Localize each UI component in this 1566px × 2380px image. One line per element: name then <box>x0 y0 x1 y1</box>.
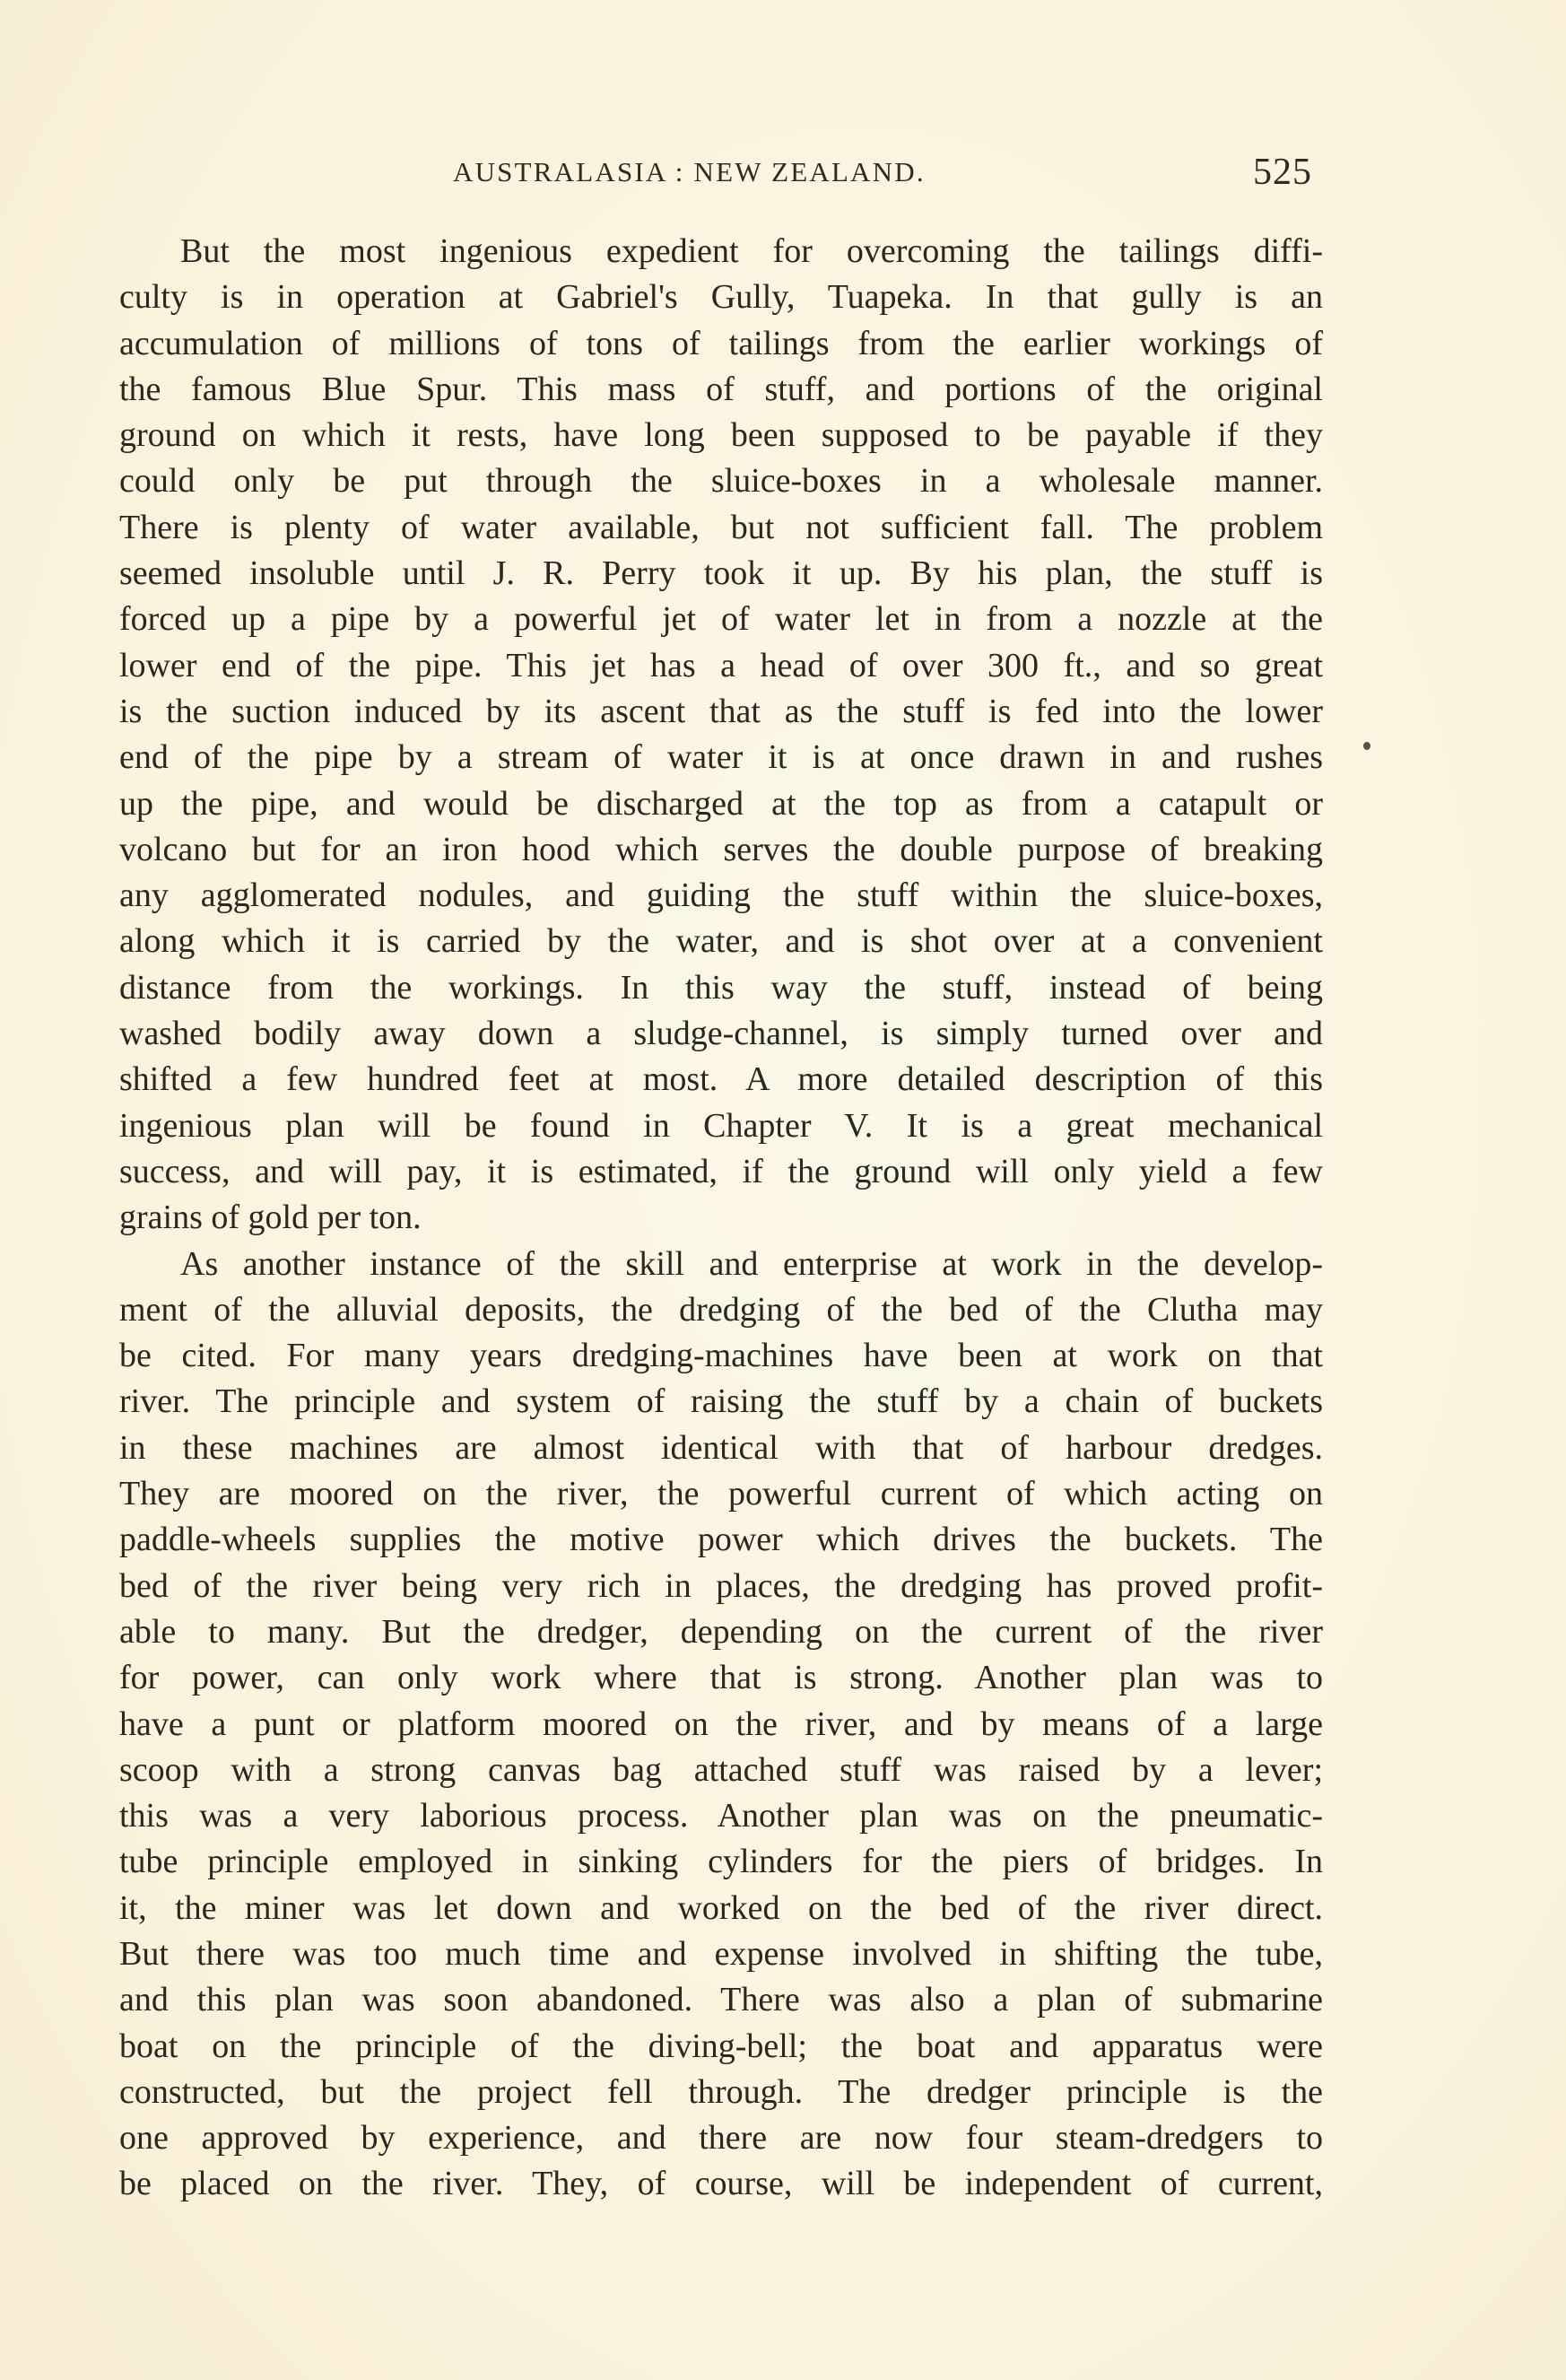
text-line: is the suction induced by its ascent that as the stuff is fed into the lower <box>119 692 1323 730</box>
text-line: paddle-wheels supplies the motive power which drives the buckets. The <box>119 1521 1323 1559</box>
text-line: along which it is carried by the water, and is shot over at a convenient <box>119 922 1323 961</box>
text-line: success, and will pay, it is estimated, if the ground will only yield a few <box>119 1152 1323 1190</box>
text-line: ground on which it rests, have long been supposed to be payable if they <box>119 416 1323 455</box>
text-line: shifted a few hundred feet at most. A more detailed description of this <box>119 1060 1323 1099</box>
text-line: any agglomerated nodules, and guiding the stuff within the sluice-boxes, <box>119 876 1323 915</box>
text-line: culty is in operation at Gabriel's Gully, Tuapeka. In that gully is an <box>119 278 1323 317</box>
text-line: forced up a pipe by a powerful jet of water let in from a nozzle at the <box>119 600 1323 639</box>
ink-speck <box>1363 742 1370 750</box>
paragraph-tailings <box>119 229 1323 1242</box>
text-line: in these machines are almost identical with that of harbour dredges. <box>119 1428 1323 1467</box>
text-line: could only be put through the sluice-boxes in a wholesale manner. <box>119 462 1323 501</box>
text-line: accumulation of millions of tons of tailings from the earlier workings of <box>119 324 1323 362</box>
text-line: be cited. For many years dredging-machines have been at work on that <box>119 1337 1323 1375</box>
text-line: river. The principle and system of raising the stuff by a chain of buckets <box>119 1382 1323 1421</box>
text-line: the famous Blue Spur. This mass of stuff, and portions of the original <box>119 370 1323 408</box>
text-line: up the pipe, and would be discharged at the top as from a catapult or <box>119 784 1323 823</box>
text-line: There is plenty of water available, but not sufficient fall. The problem <box>119 508 1323 546</box>
text-line: ingenious plan will be found in Chapter V. It is a great mechanical <box>119 1106 1323 1145</box>
text-line: But there was too much time and expense involved in shifting the tube, <box>119 1934 1323 1973</box>
text-line: end of the pipe by a stream of water it is at once drawn in and rushes <box>119 738 1323 777</box>
text-line: have a punt or platform moored on the river, and by means of a large <box>119 1704 1323 1743</box>
text-line: washed bodily away down a sludge-channel, is simply turned over and <box>119 1015 1323 1053</box>
text-line: seemed insoluble until J. R. Perry took it up. By his plan, the stuff is <box>119 554 1323 593</box>
text-line: be placed on the river. They, of course, will be independent of current, <box>119 2165 1323 2203</box>
running-head <box>453 151 1350 205</box>
text-line: lower end of the pipe. This jet has a head of over 300 ft., and so great <box>119 646 1323 684</box>
text-line: one approved by experience, and there are now four steam-dredgers to <box>119 2119 1323 2158</box>
text-line: grains of gold per ton. <box>119 1199 422 1237</box>
text-line: They are moored on the river, the powerful current of which acting on <box>119 1475 1323 1513</box>
text-line: tube principle employed in sinking cylinders for the piers of bridges. In <box>119 1843 1323 1881</box>
text-line: distance from the workings. In this way the stuff, instead of being <box>119 968 1323 1007</box>
text-line: scoop with a strong canvas bag attached stuff was raised by a lever; <box>119 1750 1323 1789</box>
text-line: As another instance of the skill and enterprise at work in the develop- <box>180 1244 1323 1283</box>
page-number: 525 <box>1253 152 1312 193</box>
text-line: ment of the alluvial deposits, the dredging of the bed of the Clutha may <box>119 1290 1323 1329</box>
body-text <box>119 229 1323 2208</box>
text-line: But the most ingenious expedient for overcoming the tailings diffi- <box>180 232 1323 270</box>
text-line: able to many. But the dredger, depending on the current of the river <box>119 1612 1323 1651</box>
text-line: volcano but for an iron hood which serves the double purpose of breaking <box>119 830 1323 868</box>
text-line: constructed, but the project fell through. The dredger principle is the <box>119 2072 1323 2111</box>
paragraph-dredging <box>119 1242 1323 2208</box>
running-title: AUSTRALASIA : NEW ZEALAND. <box>453 156 926 187</box>
text-line: this was a very laborious process. Another plan was on the pneumatic- <box>119 1797 1323 1835</box>
text-line: and this plan was soon abandoned. There was also a plan of submarine <box>119 1981 1323 2019</box>
text-line: for power, can only work where that is strong. Another plan was to <box>119 1659 1323 1697</box>
text-line: boat on the principle of the diving-bell; the boat and apparatus were <box>119 2027 1323 2065</box>
paragraph-text <box>119 229 1323 1242</box>
text-line: it, the miner was let down and worked on the bed of the river direct. <box>119 1888 1323 1927</box>
paragraph-text <box>119 1242 1323 2208</box>
text-line: bed of the river being very rich in places, the dredging has proved profit- <box>119 1566 1323 1605</box>
